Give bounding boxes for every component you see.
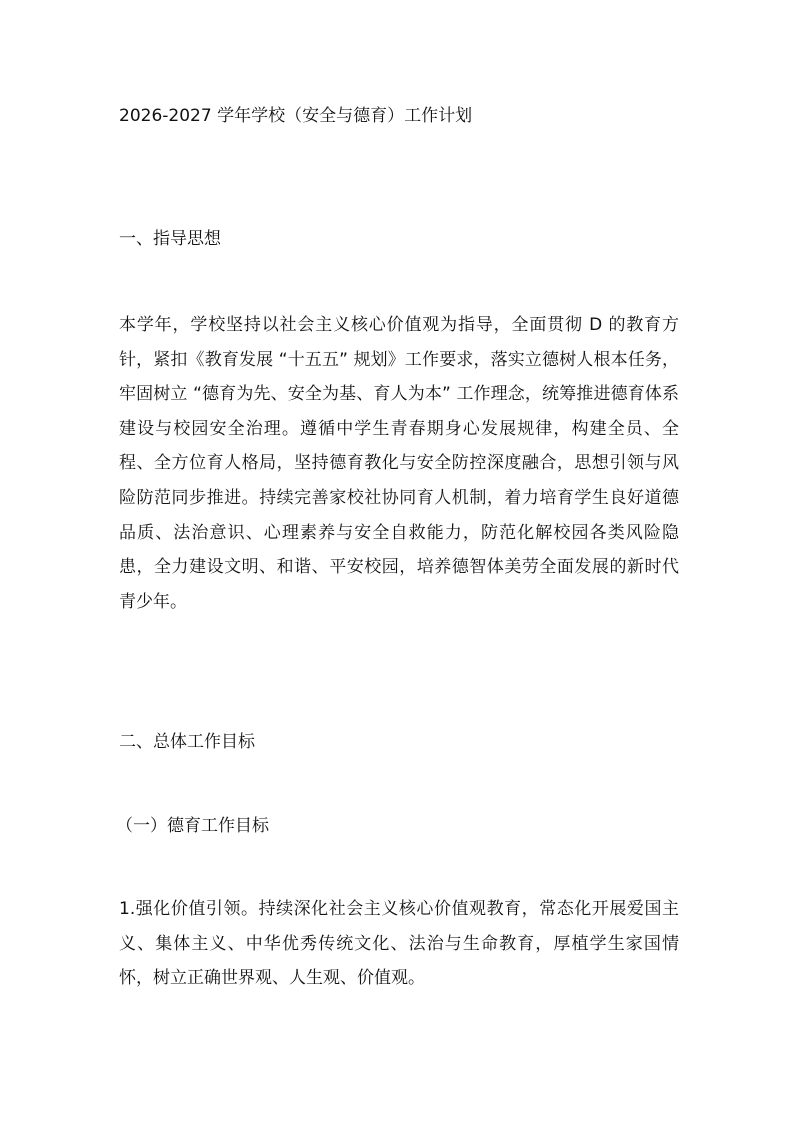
document-title: 2026-2027 学年学校（安全与德育）工作计划 bbox=[119, 106, 473, 126]
section-heading-guiding-ideology: 一、指导思想 bbox=[119, 229, 221, 249]
section-heading-overall-goals: 二、总体工作目标 bbox=[119, 732, 255, 752]
subsection-heading-moral-education-goals: （一）德育工作目标 bbox=[116, 816, 269, 836]
guiding-ideology-paragraph: 本学年，学校坚持以社会主义核心价值观为指导，全面贯彻 D 的教育方针，紧扣《教育发展 “十五五” 规划》工作要求，落实立德树人根本任务，牢固树立 “德育为先、安全为基、育人为本” 工作理念，统筹推进德育体系建设与校园安全治理。遵循中学生青春期身心发展规律，构建全员、全程、全方位育人格局，坚持德育教化与安全防控深度融合，思想引领与风险防范同步推进。持续完善家校社协同育人机制，着力培育学生良好道德品质、法治意识、心理素养与安全自救能力，防范化解校园各类风险隐患，全力建设文明、和谐、平安校园，培养德智体美劳全面发展的新时代青少年。 bbox=[119, 315, 679, 612]
goal-item-value-guidance: 1.强化价值引领。持续深化社会主义核心价值观教育，常态化开展爱国主义、集体主义、中华优秀传统文化、法治与生命教育，厚植学生家国情怀，树立正确世界观、人生观、价值观。 bbox=[119, 899, 679, 989]
